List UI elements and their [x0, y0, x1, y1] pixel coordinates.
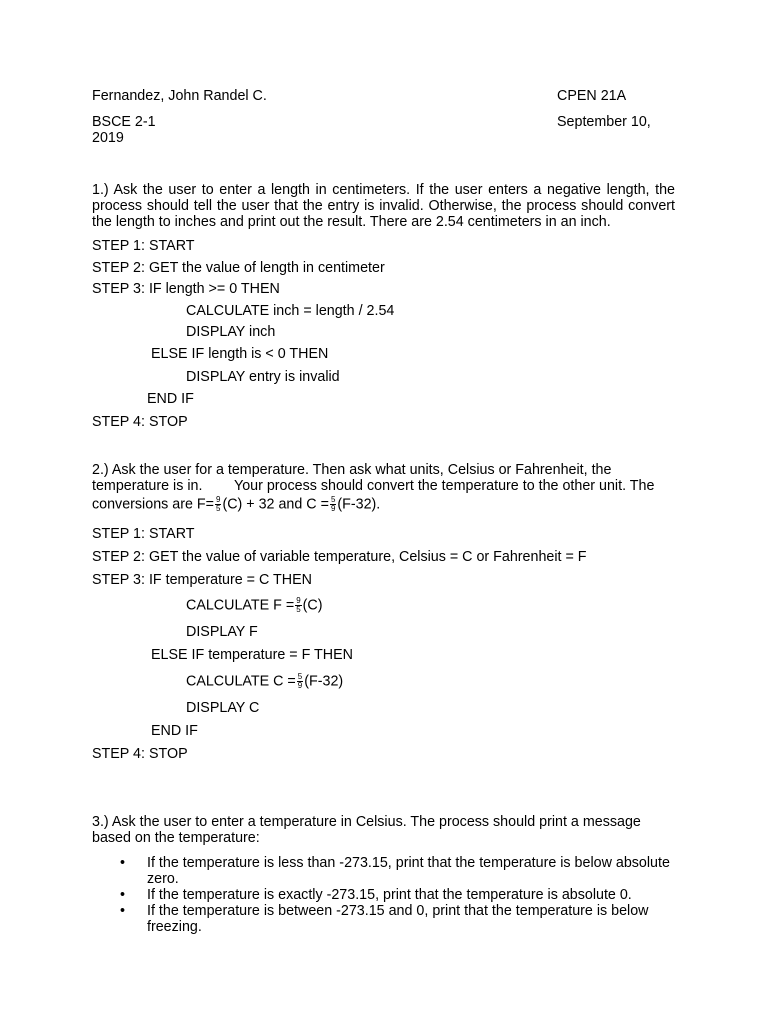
fraction-five-ninths [297, 673, 303, 690]
date-year: 2019 [92, 130, 124, 146]
frac-numerator: 5 [297, 672, 303, 681]
q1-step: END IF [147, 391, 194, 407]
q2-step [186, 673, 343, 690]
course-code: CPEN 21A [557, 88, 627, 104]
q2-step: ELSE IF temperature = F THEN [151, 647, 353, 663]
q1-step: STEP 2: GET the value of length in centimeter [92, 260, 385, 276]
q2-prompt-line: temperature is in. Your process should convert the temperature to the other unit. The [92, 478, 655, 494]
q1-prompt: 1.) Ask the user to enter a length in centimeters. If the user enters a negative length, the process should tell the user that the entry is invalid. Otherwise, the process should convert the length to inches and print out the result. There are 2.54 centimeters in an inch. [92, 182, 675, 230]
frac-denominator: 9 [330, 504, 336, 513]
q2-step: STEP 2: GET the value of variable temperature, Celsius = C or Fahrenheit = F [92, 549, 587, 565]
q2-step [186, 597, 323, 614]
q2-step: END IF [151, 723, 198, 739]
fraction-five-ninths [330, 496, 336, 513]
frac-numerator: 9 [215, 495, 221, 504]
section: BSCE 2-1 [92, 114, 156, 130]
q2-step: DISPLAY C [186, 700, 260, 716]
list-item: • If the temperature is exactly -273.15, print that the temperature is absolute 0. [92, 887, 675, 903]
q2-step: DISPLAY F [186, 624, 258, 640]
q1-step: STEP 1: START [92, 238, 195, 254]
q3-prompt-line: based on the temperature: [92, 830, 260, 846]
date: September 10, [557, 114, 651, 130]
q2-prompt-text: conversions are F= [92, 496, 214, 513]
frac-denominator: 5 [296, 605, 301, 614]
q1-step: DISPLAY inch [186, 324, 276, 340]
q2-step-text: (C) [302, 597, 323, 614]
q2-prompt-line: 2.) Ask the user for a temperature. Then ask what units, Celsius or Fahrenheit, the [92, 462, 612, 478]
list-item: • If the temperature is between -273.15 and 0, print that the temperature is below freezing. [92, 903, 675, 935]
fraction-nine-fifths [215, 496, 221, 513]
frac-denominator: 9 [297, 681, 303, 690]
q2-prompt-line [92, 496, 380, 513]
q1-step: ELSE IF length is < 0 THEN [151, 346, 329, 362]
q2-step-text: (F-32) [304, 673, 344, 690]
q1-step: CALCULATE inch = length / 2.54 [186, 303, 395, 319]
q2-step: STEP 4: STOP [92, 746, 188, 762]
frac-numerator: 5 [330, 495, 336, 504]
q3-bullet-list [92, 855, 675, 935]
q2-step-text: CALCULATE C = [186, 673, 296, 690]
q1-step: STEP 3: IF length >= 0 THEN [92, 281, 280, 297]
frac-numerator: 9 [296, 596, 301, 605]
q3-prompt-line: 3.) Ask the user to enter a temperature in Celsius. The process should print a message [92, 814, 641, 830]
q1-step: DISPLAY entry is invalid [186, 369, 340, 385]
q2-step-text: CALCULATE F = [186, 597, 295, 614]
q2-prompt-text: (C) + 32 and C = [222, 496, 329, 513]
q1-step: STEP 4: STOP [92, 414, 188, 430]
fraction-nine-fifths [295, 597, 301, 614]
list-item: • If the temperature is less than -273.15, print that the temperature is below absolute zero. [92, 855, 675, 887]
q2-step: STEP 1: START [92, 526, 195, 542]
q2-step: STEP 3: IF temperature = C THEN [92, 572, 312, 588]
student-name: Fernandez, John Randel C. [92, 88, 267, 104]
frac-denominator: 5 [215, 504, 221, 513]
q2-prompt-text: (F-32). [337, 496, 381, 513]
